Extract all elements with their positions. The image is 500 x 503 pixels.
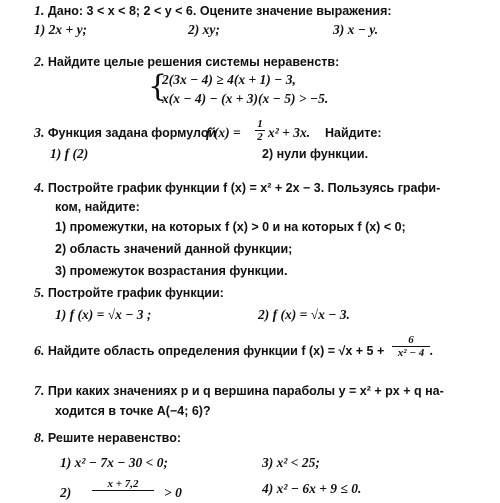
system-brace: { xyxy=(148,69,168,104)
problem-8-text: Решите неравенство: xyxy=(47,431,182,445)
problem-3-find: Найдите: xyxy=(325,126,382,140)
problem-3-fraction-denominator: 2 xyxy=(255,130,265,143)
problem-8-item-3: 3) x² < 25; xyxy=(262,455,320,470)
problem-2-number: 2. xyxy=(34,55,45,70)
problem-3-fraction-numerator: 1 xyxy=(257,118,263,130)
problem-3-fraction xyxy=(255,118,265,143)
problem-6-period: . xyxy=(430,343,434,358)
problem-6-text: Найдите область определения функции f (x) = √x + 5 + xyxy=(47,344,385,358)
problem-7-statement xyxy=(34,383,444,400)
problem-3-item-2: 2) нули функции. xyxy=(262,147,369,161)
problem-5-text: Постройте график функции: xyxy=(47,286,224,300)
problem-5-statement xyxy=(34,285,224,302)
problem-3-formula-lhs: f (x) = xyxy=(206,125,241,140)
problem-4-item-3: 3) промежуток возрастания функции. xyxy=(55,264,288,278)
problem-8-item-2-label: 2) xyxy=(60,485,72,500)
problem-8-item-1: 1) x² − 7x − 30 < 0; xyxy=(60,455,168,470)
problem-4-item-1: 1) промежутки, на которых f (x) > 0 и на которых f (x) < 0; xyxy=(55,220,406,234)
problem-6-statement xyxy=(34,343,384,360)
problem-7-number: 7. xyxy=(34,384,45,399)
problem-8-item-4: 4) x² − 6x + 9 ≤ 0. xyxy=(262,481,362,496)
problem-5-item-2: 2) f (x) = √x − 3. xyxy=(258,307,350,322)
system-line-1: 2(3x − 4) ≥ 4(x + 1) − 3, xyxy=(162,72,296,87)
problem-3-formula-rhs: x² + 3x. xyxy=(268,125,311,140)
problem-8-item-2-numerator: x + 7,2 xyxy=(107,478,139,490)
problem-6-fraction xyxy=(392,334,430,359)
problem-4-line-1: Постройте график функции f (x) = x² + 2x − 3. Пользуясь графи- xyxy=(47,181,441,195)
problem-7-line-1: При каких значениях p и q вершина параболы y = x² + px + q на- xyxy=(47,384,444,398)
problem-1-item-1: 1) 2x + y; xyxy=(34,22,88,37)
problem-2-statement xyxy=(34,54,339,71)
problem-6-fraction-denominator: x² − 4 xyxy=(392,346,430,359)
problem-5-number: 5. xyxy=(34,286,45,301)
problem-4-statement xyxy=(34,180,440,197)
problem-5-item-1: 1) f (x) = √x − 3 ; xyxy=(55,307,152,322)
problem-8-item-2-fraction xyxy=(92,478,154,503)
problem-1-number: 1. xyxy=(34,4,45,19)
problem-3-text: Функция задана формулой xyxy=(47,126,217,140)
problem-3-item-1: 1) f (2) xyxy=(50,146,89,161)
system-line-2: x(x − 4) − (x + 3)(x − 5) > −5. xyxy=(162,91,329,106)
problem-4-line-2: ком, найдите: xyxy=(55,200,140,214)
problem-3-statement xyxy=(34,125,216,142)
problem-4-number: 4. xyxy=(34,181,45,196)
problem-8-item-2-relation: > 0 xyxy=(164,485,182,500)
problem-1-item-3: 3) x − y. xyxy=(333,22,379,37)
problem-8-number: 8. xyxy=(34,431,45,446)
problem-6-number: 6. xyxy=(34,344,45,359)
problem-1-text: Дано: 3 < x < 8; 2 < y < 6. Оцените значение выражения: xyxy=(47,4,392,18)
problem-6-fraction-numerator: 6 xyxy=(408,334,414,346)
problem-2-text: Найдите целые решения системы неравенств: xyxy=(47,55,340,69)
problem-8-statement xyxy=(34,430,181,447)
problem-1-item-2: 2) xy; xyxy=(188,22,220,37)
problem-7-line-2: ходится в точке A(−4; 6)? xyxy=(55,404,211,418)
problem-3-number: 3. xyxy=(34,126,45,141)
problem-1-statement xyxy=(34,3,392,20)
problem-8-item-2-fraction-bar xyxy=(92,490,154,503)
problem-4-item-2: 2) область значений данной функции; xyxy=(55,242,293,256)
